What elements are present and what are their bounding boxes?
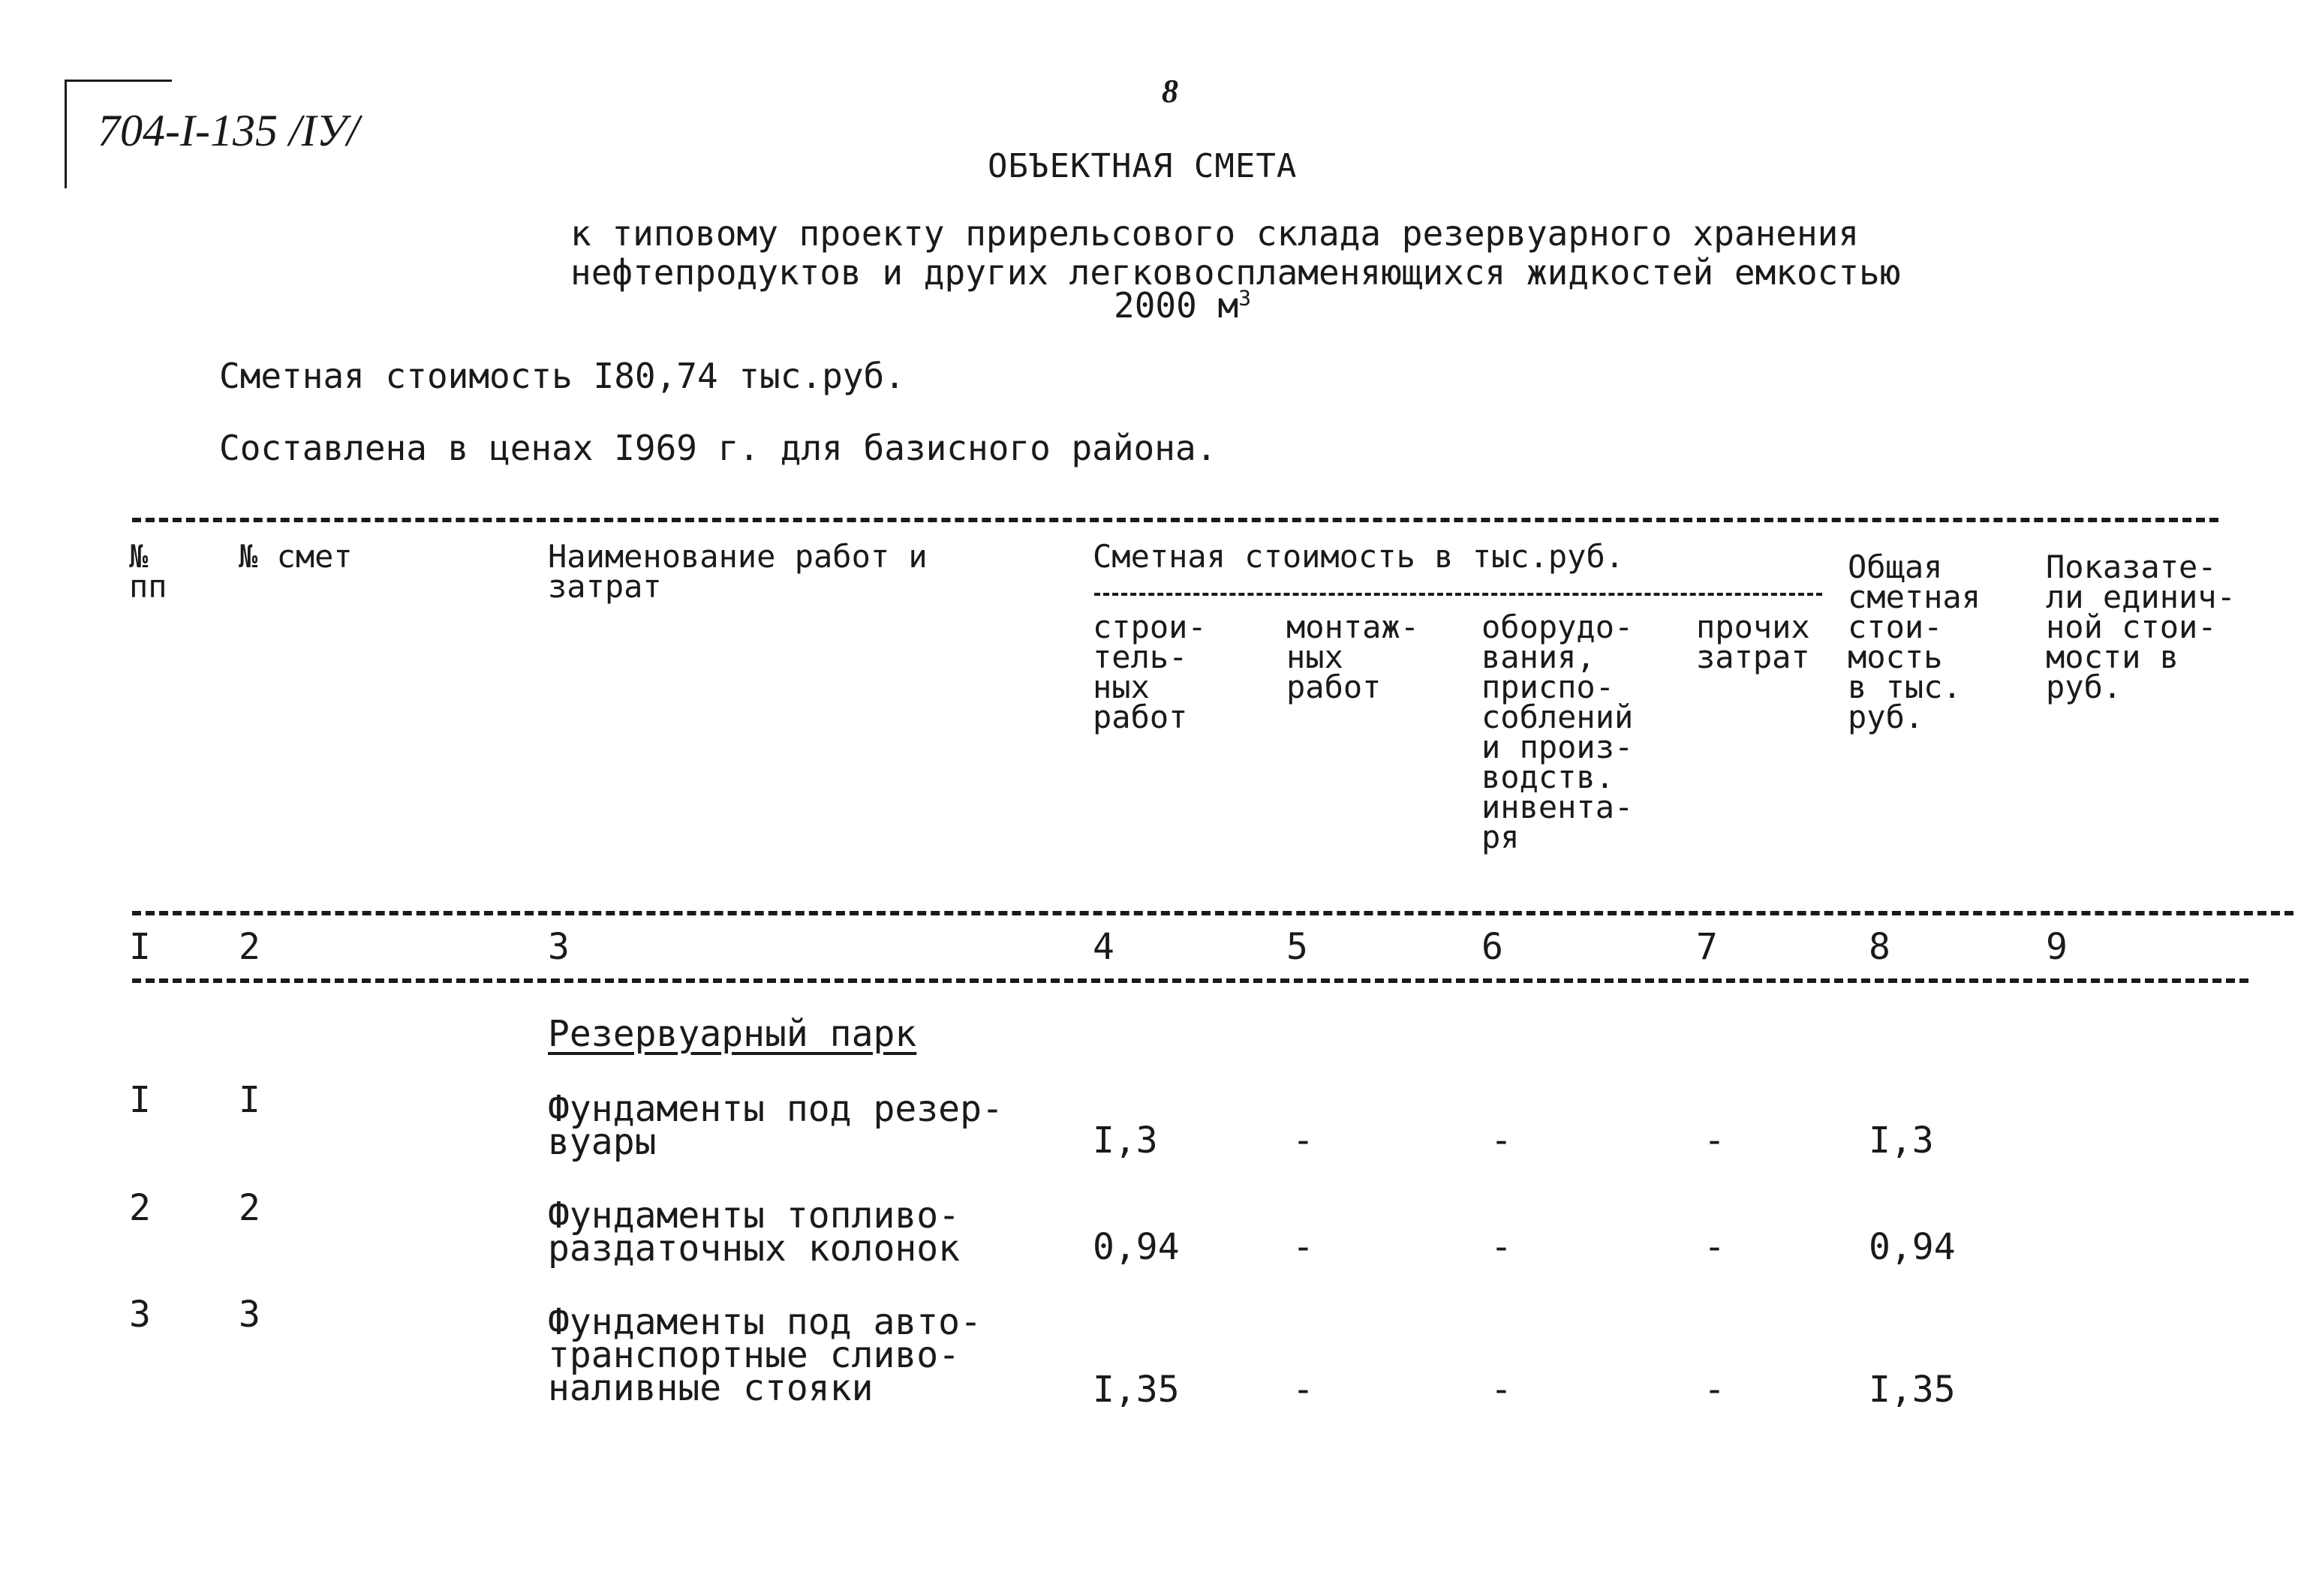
row-3-build: I,35 bbox=[1093, 1369, 1180, 1411]
row-3-pp: 3 bbox=[129, 1294, 151, 1336]
column-number-6: 6 bbox=[1481, 926, 1503, 968]
row-2-other: - bbox=[1704, 1226, 1725, 1268]
row-1-equip: - bbox=[1490, 1120, 1512, 1162]
row-1-name: Фундаменты под резер- вуары bbox=[548, 1088, 1003, 1163]
header-build-works: строи- тель- ных работ bbox=[1093, 609, 1207, 735]
column-number-4: 4 bbox=[1093, 926, 1114, 968]
row-3-total: I,35 bbox=[1869, 1369, 1956, 1411]
estimated-cost: Сметная стоимость I80,74 тыс.руб. bbox=[219, 356, 905, 396]
column-number-8: 8 bbox=[1869, 926, 1890, 968]
column-number-3: 3 bbox=[548, 926, 570, 968]
row-2-total: 0,94 bbox=[1869, 1226, 1956, 1268]
row-2-equip: - bbox=[1490, 1226, 1512, 1268]
header-other-costs: прочих затрат bbox=[1696, 609, 1810, 675]
header-mount-works: монтаж- ных работ bbox=[1286, 609, 1420, 705]
column-number-9: 9 bbox=[2046, 926, 2068, 968]
row-1-smeta: I bbox=[239, 1079, 260, 1121]
row-2-mount: - bbox=[1292, 1226, 1314, 1268]
row-3-smeta: 3 bbox=[239, 1294, 260, 1336]
group-header-rule bbox=[1094, 593, 1822, 596]
price-basis: Составлена в ценах I969 г. для базисного района. bbox=[219, 428, 1217, 468]
column-number-7: 7 bbox=[1696, 926, 1718, 968]
row-3-name: Фундаменты под авто- транспортные сливо- наливные стояки bbox=[548, 1301, 982, 1409]
table-top-rule bbox=[132, 518, 2218, 522]
row-3-equip: - bbox=[1490, 1369, 1512, 1411]
row-2-pp: 2 bbox=[129, 1187, 151, 1229]
row-1-total: I,3 bbox=[1869, 1120, 1934, 1162]
header-unit-cost: Показате- ли единич- ной стои- мости в руб. bbox=[2046, 549, 2236, 705]
capacity-value: 2000 м bbox=[1114, 285, 1239, 326]
header-pp: № пп bbox=[129, 538, 167, 605]
column-number-1: I bbox=[129, 926, 151, 968]
subtitle-line-2: нефтепродуктов и других легковоспламеняющихся жидкостей емкостью bbox=[570, 252, 1901, 293]
section-title: Резервуарный парк bbox=[548, 1013, 917, 1055]
row-1-mount: - bbox=[1292, 1120, 1314, 1162]
subtitle-line-1: к типовому проекту прирельсового склада резервуарного хранения bbox=[570, 213, 1860, 254]
row-2-smeta: 2 bbox=[239, 1187, 260, 1229]
header-smeta: № смет bbox=[239, 538, 353, 575]
capacity-unit-sup: 3 bbox=[1238, 285, 1252, 311]
subtitle-capacity bbox=[1114, 285, 1252, 326]
row-2-build: 0,94 bbox=[1093, 1226, 1180, 1268]
document-title: ОБЪЕКТНАЯ СМЕТА bbox=[988, 147, 1298, 185]
document-code: 704-I-135 /IУ/ bbox=[98, 106, 359, 155]
row-1-other: - bbox=[1704, 1120, 1725, 1162]
column-number-5: 5 bbox=[1286, 926, 1308, 968]
column-numbers-rule bbox=[132, 978, 2248, 983]
header-bottom-rule bbox=[132, 911, 2293, 915]
column-number-2: 2 bbox=[239, 926, 260, 968]
row-2-name: Фундаменты топливо- раздаточных колонок bbox=[548, 1195, 961, 1270]
row-3-mount: - bbox=[1292, 1369, 1314, 1411]
row-3-other: - bbox=[1704, 1369, 1725, 1411]
header-name: Наименование работ и затрат bbox=[548, 538, 928, 605]
header-group-cost: Сметная стоимость в тыс.руб. bbox=[1093, 538, 1625, 575]
row-1-build: I,3 bbox=[1093, 1120, 1158, 1162]
header-total-cost: Общая сметная стои- мость в тыс. руб. bbox=[1848, 549, 1981, 735]
page-number: 8 bbox=[1162, 73, 1178, 110]
row-1-pp: I bbox=[129, 1079, 151, 1121]
header-equipment: оборудо- вания, приспо- соблений и произ- водств. инвента- ря bbox=[1481, 609, 1634, 855]
